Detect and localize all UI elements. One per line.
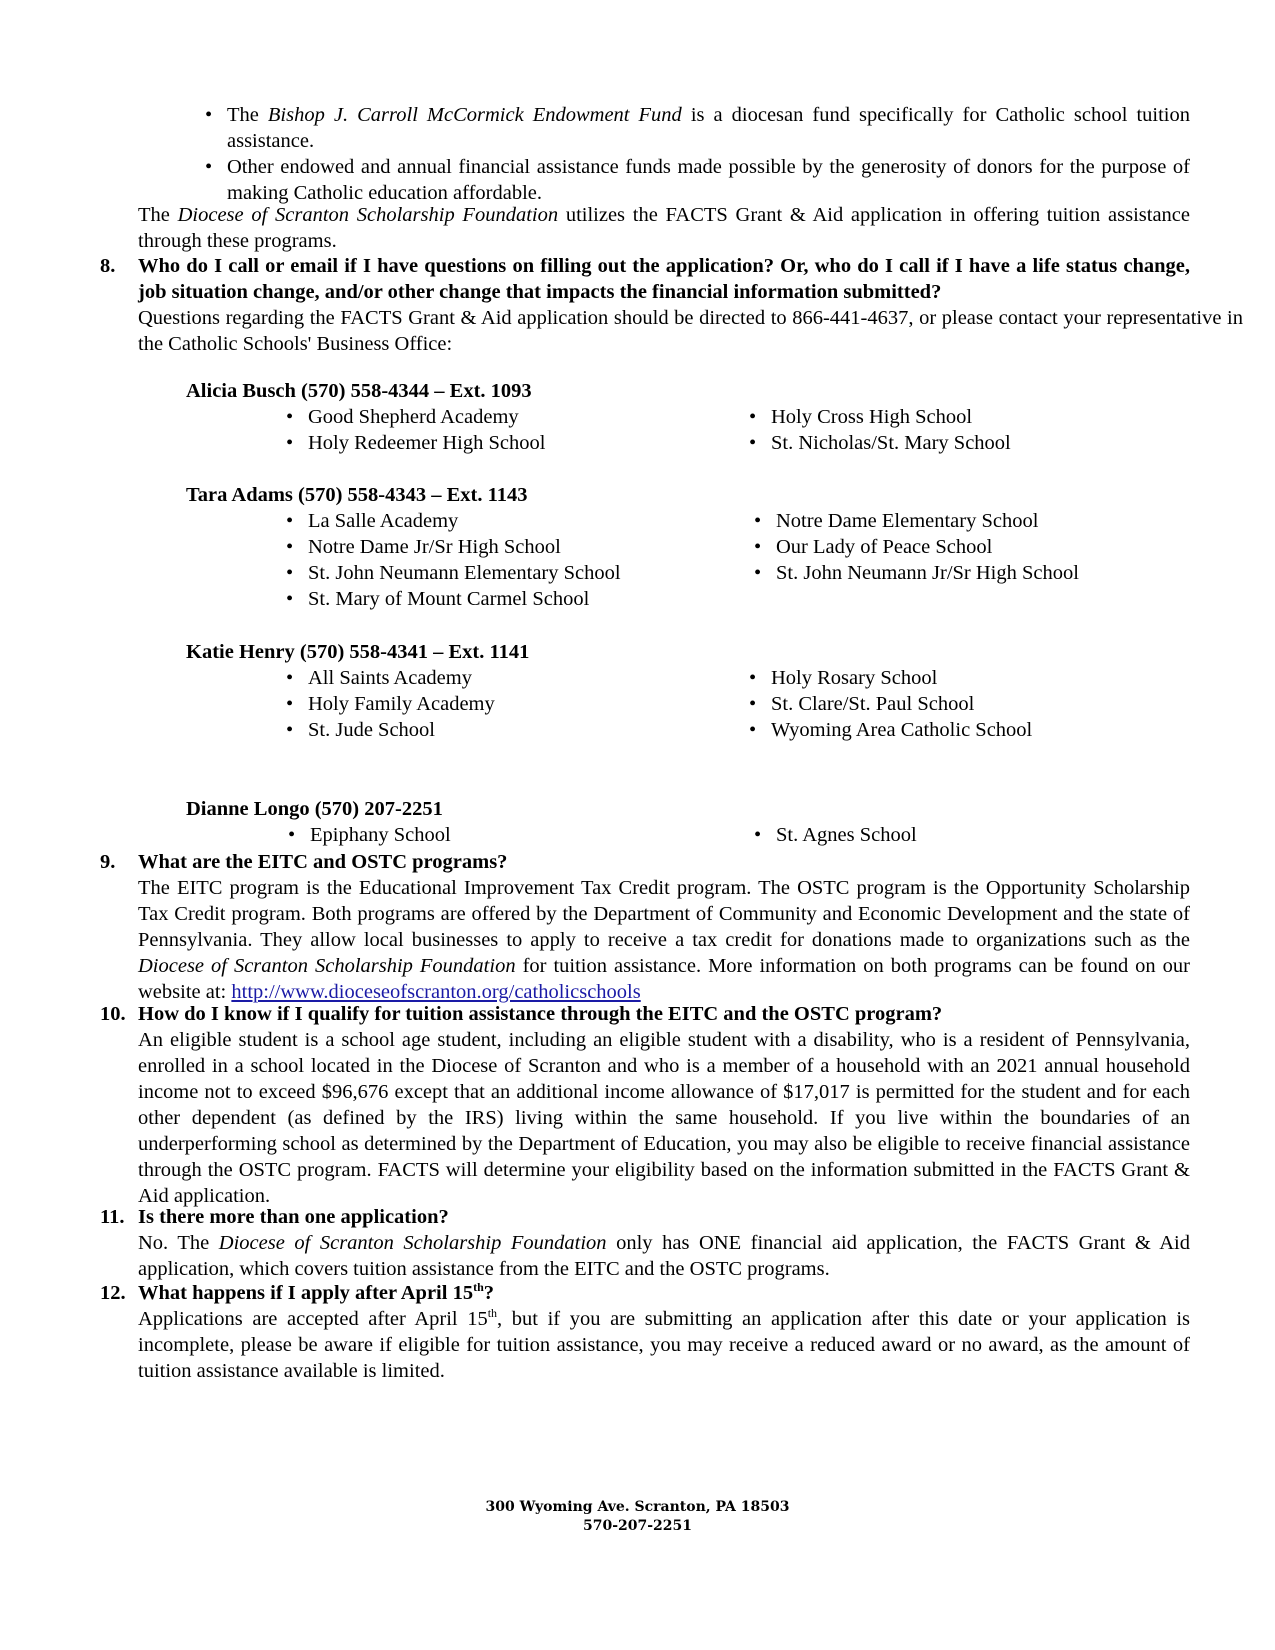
school-list bbox=[186, 404, 1186, 458]
list-item: • Holy Rosary School bbox=[749, 667, 938, 689]
footer-address: 300 Wyoming Ave. Scranton, PA 18503 bbox=[485, 1499, 790, 1515]
contact-tara-adams bbox=[186, 482, 1186, 616]
list-item: • Notre Dame Jr/Sr High School bbox=[286, 536, 561, 558]
contact-katie-henry bbox=[186, 639, 1186, 746]
faq-question: What are the EITC and OSTC programs? bbox=[138, 851, 508, 873]
faq-number: 12. bbox=[100, 1282, 126, 1304]
faq-question: How do I know if I qualify for tuition assistance through the EITC and the OSTC program? bbox=[138, 1003, 943, 1025]
faq-question: Is there more than one application? bbox=[138, 1206, 449, 1228]
faq-item-10 bbox=[100, 1001, 1190, 1209]
bullet-icon: • bbox=[749, 432, 757, 454]
bullet-icon: • bbox=[286, 719, 294, 741]
list-item: • St. Clare/St. Paul School bbox=[749, 693, 975, 715]
contact-dianne-longo bbox=[186, 796, 1186, 849]
bullet-icon: • bbox=[205, 104, 213, 126]
bullet-icon: • bbox=[749, 719, 757, 741]
bullet-icon: • bbox=[286, 432, 294, 454]
school-list bbox=[186, 508, 1186, 616]
list-item: • Our Lady of Peace School bbox=[754, 536, 993, 558]
bullet-icon: • bbox=[286, 536, 294, 558]
list-item: • Holy Family Academy bbox=[286, 693, 495, 715]
contact-name: Katie Henry (570) 558-4341 – Ext. 1141 bbox=[186, 641, 530, 663]
contact-alicia-busch bbox=[186, 378, 1186, 458]
bullet-icon: • bbox=[754, 536, 762, 558]
list-item: • The Bishop J. Carroll McCormick Endowment Fund is a diocesan fund specifically for Catholic school tuition assistance. bbox=[205, 104, 1191, 152]
faq-number: 10. bbox=[100, 1003, 126, 1025]
list-item: • Epiphany School bbox=[288, 824, 451, 846]
faq-number: 8. bbox=[100, 255, 116, 277]
bullet-icon: • bbox=[286, 667, 294, 689]
list-item: • St. Jude School bbox=[286, 719, 435, 741]
contact-name: Tara Adams (570) 558-4343 – Ext. 1143 bbox=[186, 484, 528, 506]
bullet-icon: • bbox=[286, 588, 294, 610]
faq-number: 11. bbox=[100, 1206, 125, 1228]
list-item: • St. John Neumann Elementary School bbox=[286, 562, 621, 584]
list-item: • St. John Neumann Jr/Sr High School bbox=[754, 562, 1079, 584]
list-item: • Good Shepherd Academy bbox=[286, 406, 519, 428]
faq-question: What happens if I apply after April 15th? bbox=[138, 1280, 494, 1304]
list-item: • Notre Dame Elementary School bbox=[754, 510, 1039, 532]
faq-item-8 bbox=[100, 253, 1243, 357]
funds-bullet-list bbox=[205, 102, 1190, 206]
bullet-icon: • bbox=[754, 510, 762, 532]
bullet-icon: • bbox=[754, 824, 762, 846]
page-footer bbox=[0, 1498, 1275, 1536]
list-item: • Wyoming Area Catholic School bbox=[749, 719, 1033, 741]
bullet-icon: • bbox=[754, 562, 762, 584]
bullet-icon: • bbox=[286, 693, 294, 715]
faq-answer: An eligible student is a school age student, including an eligible student with a disability, who is a resident of Pennsylvania, enrolled in a school located in the Diocese of Scranton and who is a member of a household with an 2021 annual household income not to exceed $96,676 except that an additional income allowance of $17,017 is permitted for the student and for each other dependent (as defined by the IRS) living within the same household. If you live within the boundaries of an underperforming school as determined by the Department of Education, you may also be eligible to receive financial assistance through the OSTC program. FACTS will determine your eligibility based on the information submitted in the FACTS Grant & Aid application. bbox=[138, 1029, 1190, 1207]
list-item: • St. Mary of Mount Carmel School bbox=[286, 588, 590, 610]
faq-item-11 bbox=[100, 1204, 1190, 1282]
school-list bbox=[186, 665, 1186, 746]
faq-answer: Questions regarding the FACTS Grant & Aid application should be directed to 866-441-4637, or please contact your representative in the Catholic Schools' Business Office: bbox=[138, 307, 1243, 355]
list-item: • Holy Redeemer High School bbox=[286, 432, 546, 454]
faq-number: 9. bbox=[100, 851, 116, 873]
faq-answer: Applications are accepted after April 15th, but if you are submitting an application after this date or your application is incomplete, please be aware if eligible for tuition assistance, you may receive a reduced award or no award, as the amount of tuition assistance available is limited. bbox=[138, 1306, 1190, 1382]
bullet-icon: • bbox=[286, 562, 294, 584]
faq-item-12 bbox=[100, 1280, 1190, 1384]
bullet-icon: • bbox=[205, 156, 213, 178]
bullet-icon: • bbox=[286, 406, 294, 428]
faq-item-9 bbox=[100, 849, 1190, 1005]
foundation-paragraph: The Diocese of Scranton Scholarship Foundation utilizes the FACTS Grant & Aid application in offering tuition assistance through these programs. bbox=[138, 204, 1190, 252]
faq-answer: No. The Diocese of Scranton Scholarship Foundation only has ONE financial aid application, the FACTS Grant & Aid application, which covers tuition assistance from the EITC and the OSTC programs. bbox=[138, 1232, 1190, 1280]
bullet-icon: • bbox=[286, 510, 294, 532]
list-item: • Holy Cross High School bbox=[749, 406, 973, 428]
list-item: • St. Agnes School bbox=[754, 824, 917, 846]
list-item: • St. Nicholas/St. Mary School bbox=[749, 432, 1011, 454]
list-item: • La Salle Academy bbox=[286, 510, 459, 532]
list-item: • Other endowed and annual financial assistance funds made possible by the generosity of donors for the purpose of making Catholic education affordable. bbox=[205, 156, 1190, 204]
bullet-icon: • bbox=[749, 693, 757, 715]
list-item: • All Saints Academy bbox=[286, 667, 472, 689]
bullet-icon: • bbox=[288, 824, 296, 846]
footer-phone: 570-207-2251 bbox=[582, 1518, 693, 1534]
faq-answer: The EITC program is the Educational Improvement Tax Credit program. The OSTC program is the Opportunity Scholarship Tax Credit program. Both programs are offered by the Department of Community and Economic Development and the state of Pennsylvania. They allow local businesses to apply to receive a tax credit for donations made to organizations such as the Diocese of Scranton Scholarship Foundation for tuition assistance. More information on both programs can be found on our website at: http://www.dioceseofscranton.org/catholicschools bbox=[138, 877, 1190, 1003]
contact-name: Dianne Longo (570) 207-2251 bbox=[186, 798, 443, 820]
contact-name: Alicia Busch (570) 558-4344 – Ext. 1093 bbox=[186, 380, 532, 402]
bullet-icon: • bbox=[749, 667, 757, 689]
bullet-icon: • bbox=[749, 406, 757, 428]
faq-question: Who do I call or email if I have questions on filling out the application? Or, who do I call if I have a life status change, job situation change, and/or other change that impacts the financial information submitted? bbox=[138, 255, 1190, 303]
school-list bbox=[186, 822, 1186, 849]
website-link[interactable]: http://www.dioceseofscranton.org/catholicschools bbox=[231, 981, 641, 1003]
